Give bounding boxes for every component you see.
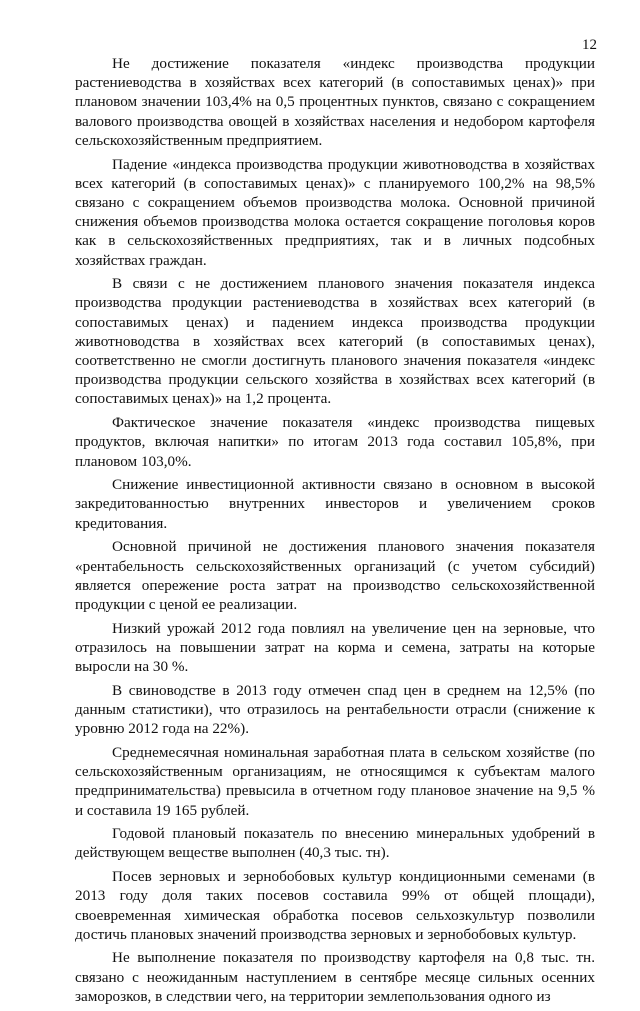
page-number: 12	[582, 37, 597, 53]
document-body	[75, 54, 595, 1011]
paragraph: Основной причиной не достижения планового значения показателя «рентабельность сельскохозяйственных организаций (с учетом субсидий) является опережение роста затрат на производство сельскохозяйственной продукции с ценой ее реализации.	[75, 538, 595, 613]
paragraph: Посев зерновых и зернобобовых культур кондиционными семенами (в 2013 году доля таких посевов составила 99% от общей площади), своевременная химическая обработка посевов сельхозкультур позволили достичь плановых значений производства зерновых и зернобобовых культур.	[75, 868, 595, 943]
paragraph: Не выполнение показателя по производству картофеля на 0,8 тыс. тн. связано с неожиданным наступлением в сентябре месяце сильных осенних заморозков, в следствии чего, на территории землепользования одного из	[75, 949, 595, 1005]
paragraph: Снижение инвестиционной активности связано в основном в высокой закредитованностью внутренних инвесторов и увеличением сроков кредитования.	[75, 476, 595, 532]
paragraph: Среднемесячная номинальная заработная плата в сельском хозяйстве (по сельскохозяйственным организациям, не относящимся к субъектам малого предпринимательства) превысила в отчетном году плановое значение на 9,5 % и составила 19 165 рублей.	[75, 743, 595, 819]
paragraph: В свиноводстве в 2013 году отмечен спад цен в среднем на 12,5% (по данным статистики), что отразилось на рентабельности отрасли (снижение к уровню 2012 года на 22%).	[75, 681, 595, 738]
paragraph: Падение «индекса производства продукции животноводства в хозяйствах всех категорий (в сопоставимых ценах)» с планируемого 100,2% на 98,5% связано с сокращением объемов производства молока. Основной причиной снижения объемов производства молока остается сокращение поголовья коров как в сельскохозяйственных предприятиях, так и в личных подсобных хозяйствах граждан.	[75, 155, 595, 269]
paragraph: Низкий урожай 2012 года повлиял на увеличение цен на зерновые, что отразилось на повышении затрат на корма и семена, затраты на которые выросли на 30 %.	[75, 619, 595, 676]
paragraph: Фактическое значение показателя «индекс производства пищевых продуктов, включая напитки» по итогам 2013 года составил 105,8%, при плановом 103,0%.	[75, 414, 595, 470]
paragraph: Годовой плановый показатель по внесению минеральных удобрений в действующем веществе выполнен (40,3 тыс. тн).	[75, 825, 595, 862]
paragraph: Не достижение показателя «индекс производства продукции растениеводства в хозяйствах всех категорий (в сопоставимых ценах)» при плановом значении 103,4% на 0,5 процентных пунктов, связано с сокращением валового производства овощей в хозяйствах населения и недобором картофеля сельскохозяйственным предприятием.	[75, 55, 595, 149]
paragraph: В связи с не достижением планового значения показателя индекса производства продукции растениеводства в хозяйствах всех категорий (в сопоставимых ценах) и падением индекса производства продукции животноводства в хозяйствах всех категорий (в сопоставимых ценах), соответственно не смогли достигнуть планового значения показателя «индекс производства продукции сельского хозяйства в хозяйствах всех категорий (в сопоставимых ценах)» на 1,2 процента.	[75, 275, 595, 408]
